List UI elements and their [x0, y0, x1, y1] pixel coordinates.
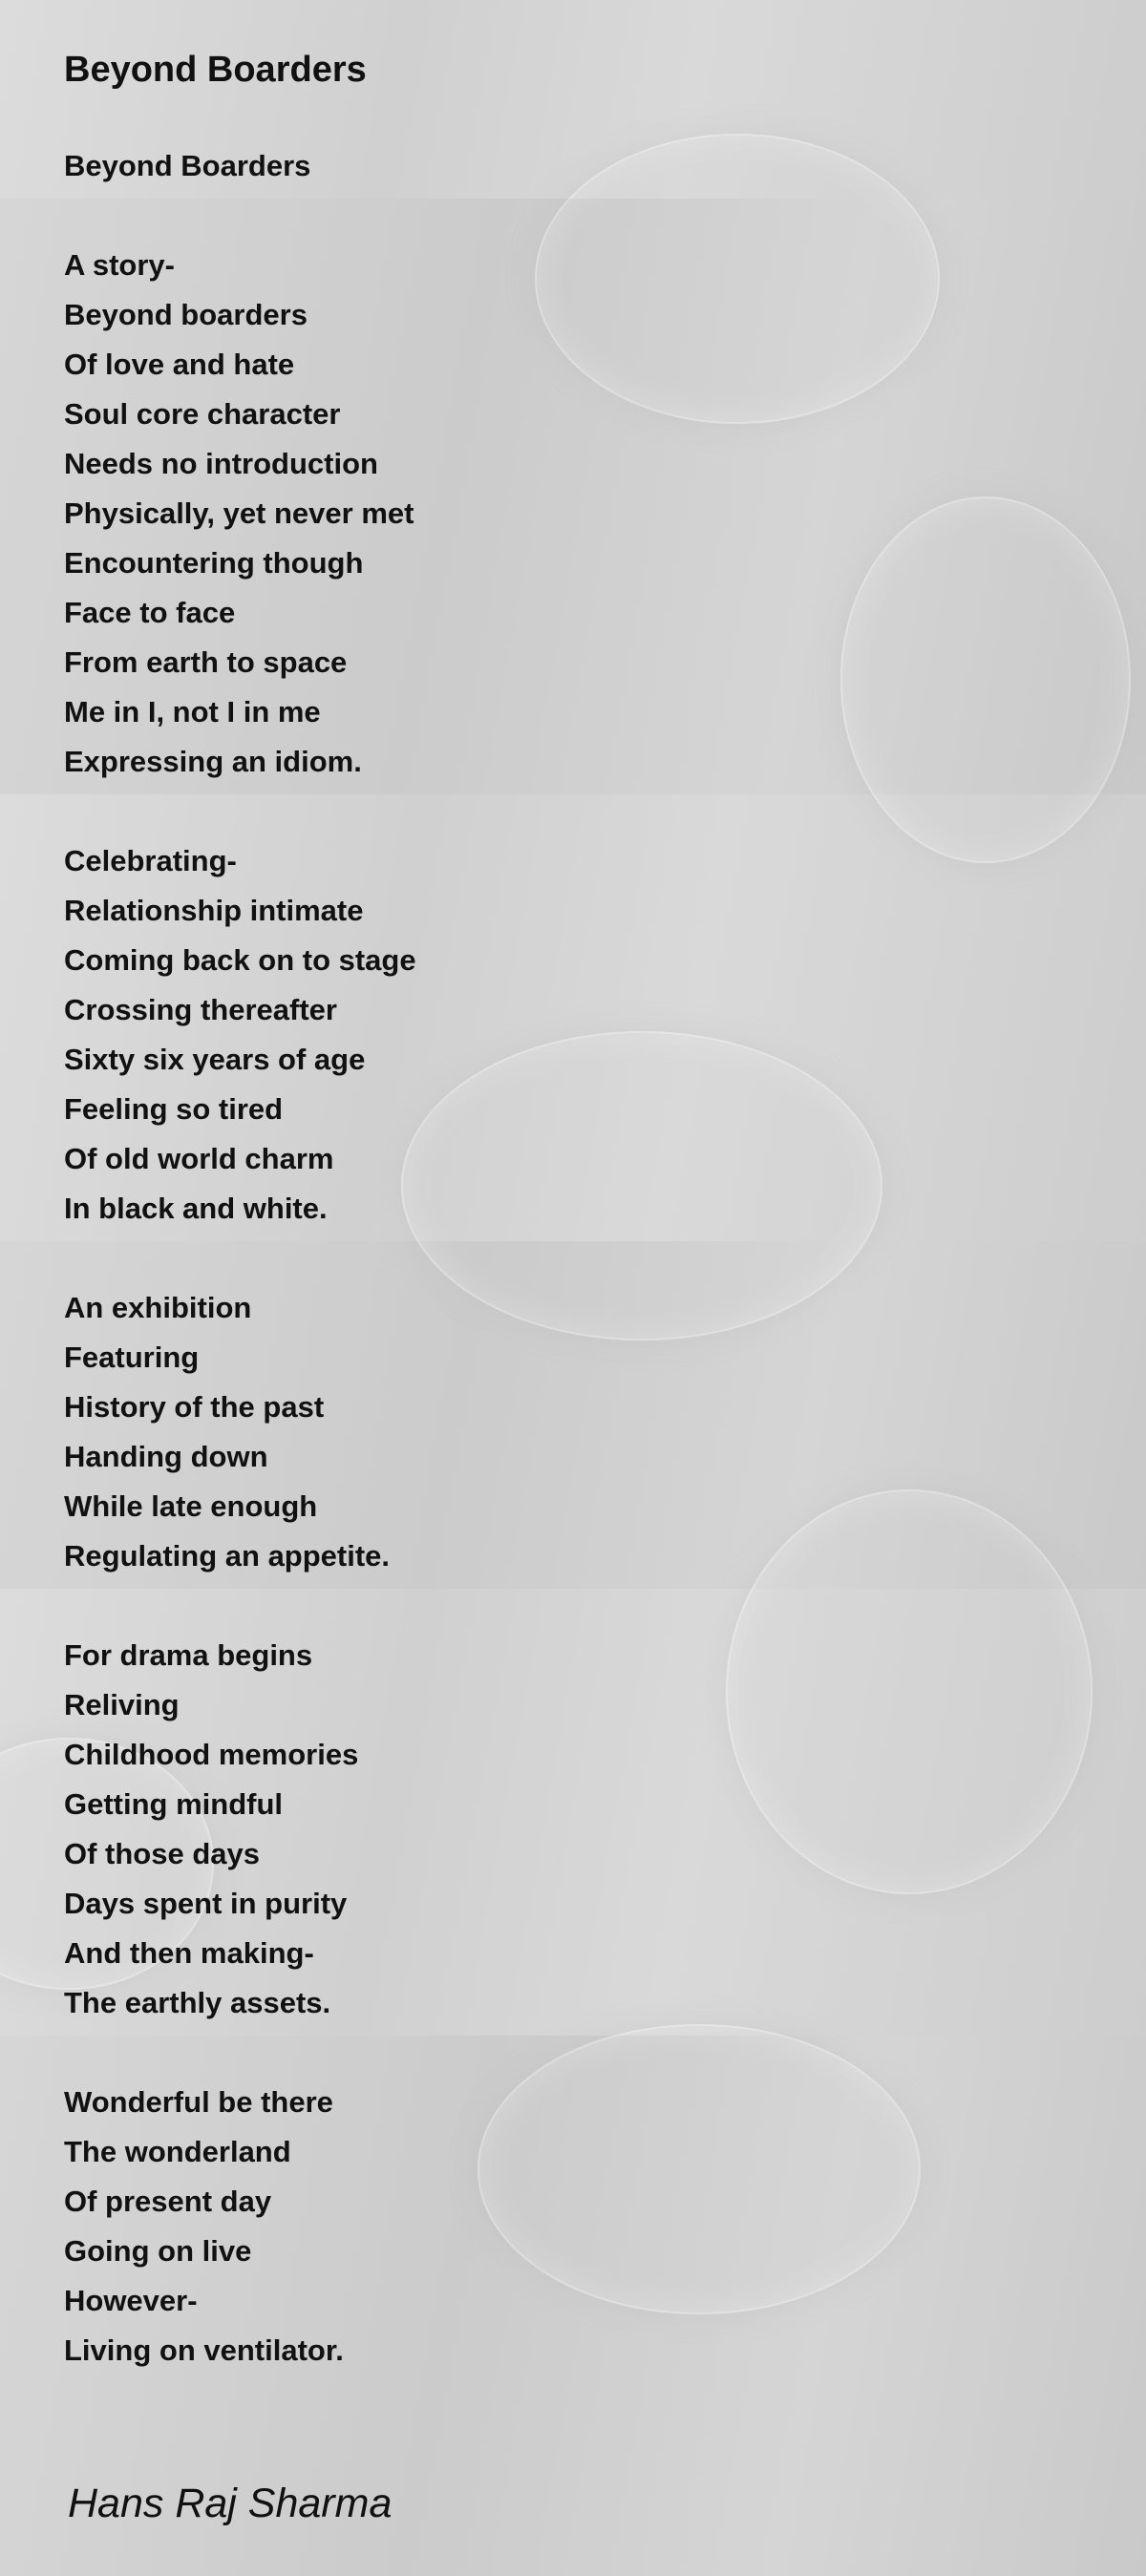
- background-texture: [840, 496, 1131, 863]
- poem-line: Beyond boarders: [64, 298, 308, 331]
- poem-line: Crossing thereafter: [64, 993, 337, 1026]
- poem-line: Of those days: [64, 1837, 260, 1870]
- stanza-5: [64, 2078, 344, 2375]
- poem-line: From earth to space: [64, 645, 348, 679]
- poem-line: Childhood memories: [64, 1738, 359, 1771]
- stanza-3: [64, 1283, 390, 1581]
- poem-line: Me in I, not I in me: [64, 695, 321, 728]
- background-texture: [726, 1489, 1093, 1894]
- poem-line: Expressing an idiom.: [64, 745, 362, 778]
- poem-line: Face to face: [64, 596, 236, 629]
- poem-line: Celebrating-: [64, 844, 237, 877]
- poem-line: While late enough: [64, 1489, 318, 1523]
- poem-line: And then making-: [64, 1936, 314, 1970]
- poem-line: Living on ventilator.: [64, 2333, 344, 2367]
- poem-line: The wonderland: [64, 2135, 291, 2168]
- poem-line: A story-: [64, 248, 175, 282]
- poem-line: An exhibition: [64, 1291, 252, 1324]
- poem-line: Coming back on to stage: [64, 943, 416, 977]
- poem-line: Needs no introduction: [64, 447, 378, 480]
- poem-line: History of the past: [64, 1390, 325, 1424]
- poem-title: Beyond Boarders: [64, 50, 367, 90]
- stanza-2: [64, 836, 416, 1234]
- poem-line: Regulating an appetite.: [64, 1539, 391, 1573]
- poem-line: Sixty six years of age: [64, 1043, 366, 1076]
- poem-line: Encountering though: [64, 546, 364, 580]
- poem-line: Soul core character: [64, 397, 341, 431]
- author-name: Hans Raj Sharma: [68, 2481, 393, 2526]
- poem-line: Of old world charm: [64, 1142, 334, 1175]
- stanza-1: [64, 241, 414, 787]
- poem-line: Days spent in purity: [64, 1887, 348, 1920]
- poem-line: Getting mindful: [64, 1787, 284, 1821]
- stanza-4: [64, 1631, 358, 2028]
- poem-line: Featuring: [64, 1341, 200, 1374]
- poem-line: Wonderful be there: [64, 2085, 333, 2119]
- poem-line: Of present day: [64, 2185, 272, 2218]
- poem-line: The earthly assets.: [64, 1986, 331, 2019]
- poem-line: Feeling so tired: [64, 1092, 284, 1126]
- poem-subtitle: Beyond Boarders: [64, 149, 311, 182]
- poem-line: Physically, yet never met: [64, 496, 414, 530]
- poem-line: Of love and hate: [64, 348, 295, 381]
- poem-line: Reliving: [64, 1688, 180, 1721]
- poem-line: Relationship intimate: [64, 894, 364, 927]
- background-texture: [535, 134, 940, 424]
- poem-line: Handing down: [64, 1440, 268, 1473]
- poem-line: In black and white.: [64, 1192, 328, 1225]
- poem-line: However-: [64, 2284, 198, 2317]
- poem-line: For drama begins: [64, 1638, 313, 1672]
- poem-line: Going on live: [64, 2234, 252, 2268]
- background-texture: [401, 1031, 882, 1341]
- background-texture: [478, 2024, 921, 2314]
